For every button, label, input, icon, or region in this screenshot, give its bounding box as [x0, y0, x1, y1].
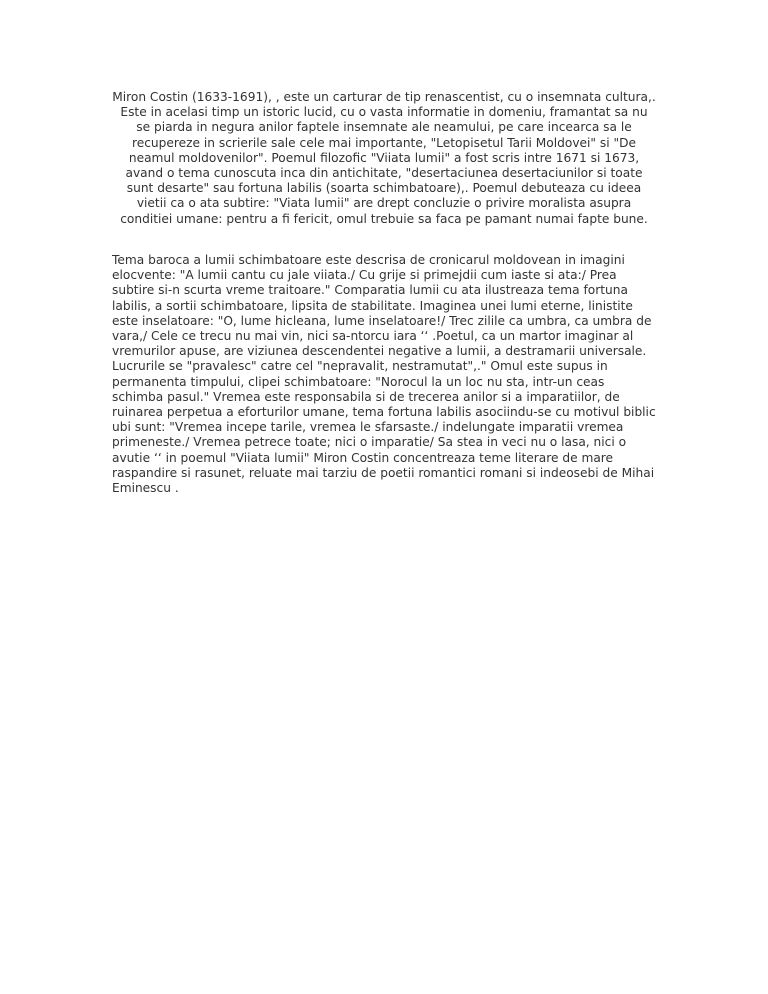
- body-paragraph: Tema baroca a lumii schimbatoare este descrisa de cronicarul moldovean in imagini elocvente: "A lumii cantu cu jale viiata./ Cu grije si primejdii cum iaste si ata:/ Prea subtire si-n scurta vreme traitoare." Comparatia lumii cu ata ilustreaza tema fortuna labilis, a sortii schimbatoare, lipsita de stabilitate. Imaginea unei lumi eterne, linistite este inselatoare: "O, lume hicleana, lume inselatoare!/ Trec zilile ca umbra, ca umbra de vara,/ Cele ce trecu nu mai vin, nici sa-ntorcu iara ‘‘ .Poetul, ca un martor imaginar al vremurilor apuse, are viziunea descendentei negative a lumii, a destramarii universale. Lucrurile se "pravalesc" catre cel "nepravalit, nestramutat",." Omul este supus in permanenta timpului, clipei schimbatoare: "Norocul la un loc nu sta, intr-un ceas schimba pasul." Vremea este responsabila si de trecerea anilor si a imparatiilor, de ruinarea perpetua a eforturilor umane, tema fortuna labilis asociindu-se cu motivul biblic ubi sunt: "Vremea incepe tarile, vremea le sfarsaste./ indelungate imparatii vremea primeneste./ Vremea petrece toate; nici o imparatie/ Sa stea in veci nu o lasa, nici o avutie ‘‘ in poemul "Viiata lumii" Miron Costin concentreaza teme literare de mare raspandire si rasunet, reluate mai tarziu de poetii romantici romani si indeosebi de Mihai Eminescu .: [112, 253, 656, 496]
- intro-paragraph: Miron Costin (1633-1691), , este un carturar de tip renascentist, cu o insemnata cultura,. Este in acelasi timp un istoric lucid, cu o vasta informatie in domeniu, framantat sa nu se piarda in negura anilor faptele insemnate ale neamului, pe care incearca sa le recupereze in scrierile sale cele mai importante, "Letopisetul Tarii Moldovei" si "De neamul moldovenilor". Poemul filozofic "Viiata lumii" a fost scris intre 1671 si 1673, avand o tema cunoscuta inca din antichitate, "desertaciunea desertaciunilor si toate sunt desarte" sau fortuna labilis (soarta schimbatoare),. Poemul debuteaza cu ideea vietii ca o ata subtire: "Viata lumii" are drept concluzie o privire moralista asupra conditiei umane: pentru a fi fericit, omul trebuie sa faca pe pamant numai fapte bune.: [112, 90, 656, 226]
